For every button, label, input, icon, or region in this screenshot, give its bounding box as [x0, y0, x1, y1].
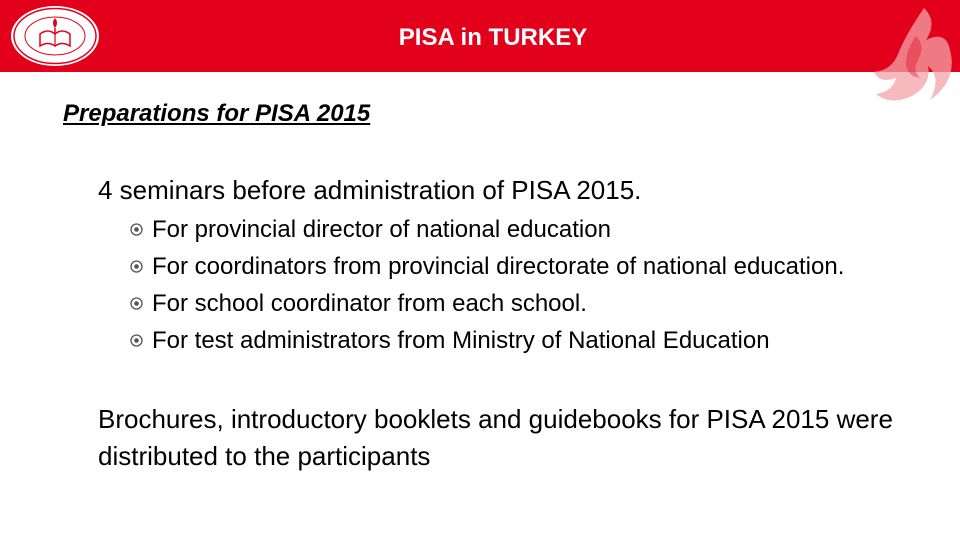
circle-bullet-icon [130, 297, 143, 310]
intro-paragraph: 4 seminars before administration of PISA 2015. [98, 175, 642, 205]
list-item [130, 285, 844, 322]
list-item-text: For test administrators from Ministry of National Education [152, 327, 770, 354]
circle-bullet-icon [130, 223, 143, 236]
list-item [130, 322, 844, 359]
circle-bullet-icon [130, 260, 143, 273]
flame-icon [846, 0, 960, 112]
list-item [130, 248, 844, 285]
seminar-list [130, 211, 844, 359]
header-bar [0, 0, 960, 72]
circle-bullet-icon [130, 334, 143, 347]
list-item-text: For provincial director of national education [152, 216, 611, 243]
section-heading: Preparations for PISA 2015 [63, 100, 371, 127]
page-title: PISA in TURKEY [398, 24, 588, 51]
list-item-text: For school coordinator from each school. [152, 290, 587, 317]
list-item-text: For coordinators from provincial directorate of national education. [152, 253, 845, 280]
list-item [130, 211, 844, 248]
closing-paragraph: Brochures, introductory booklets and guidebooks for PISA 2015 were distributed to the participants [98, 404, 893, 471]
